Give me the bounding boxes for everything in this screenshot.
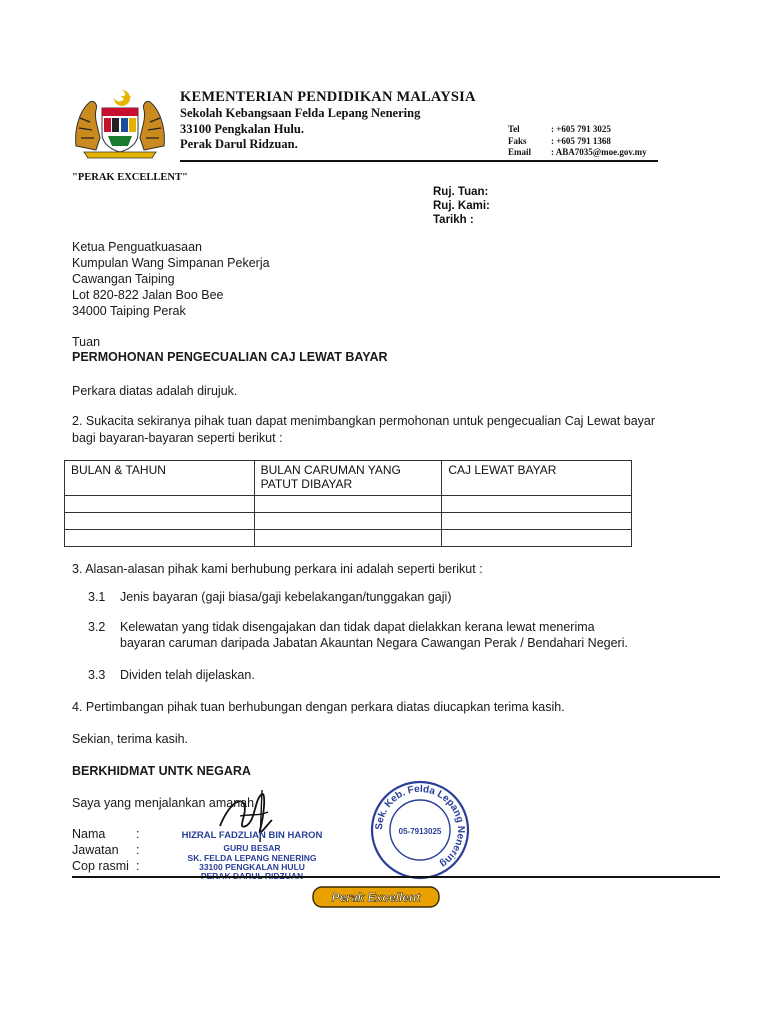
slogan: "PERAK EXCELLENT" bbox=[72, 172, 188, 183]
table-cell bbox=[65, 496, 255, 513]
paragraph-2-line-1: 2. Sukacita sekiranya pihak tuan dapat menimbangkan permohonan untuk pengecualian Caj Lewat bayar bbox=[72, 414, 656, 428]
recipient-line: Cawangan Taiping bbox=[72, 272, 175, 286]
contact-label-tel: Tel bbox=[508, 124, 520, 134]
subject-heading: PERMOHONAN PENGECUALIAN CAJ LEWAT BAYAR bbox=[72, 350, 388, 364]
payment-table bbox=[64, 460, 632, 547]
signatory-name: HIZRAL FADZLIAN BIN HARON bbox=[181, 830, 323, 841]
contact-value-email: : ABA7035@moe.gov.my bbox=[551, 147, 647, 157]
trust-line: Saya yang menjalankan amanah, bbox=[72, 796, 258, 810]
salutation: Tuan bbox=[72, 335, 101, 349]
table-row bbox=[65, 530, 632, 547]
item-3-2-line-2: bayaran caruman daripada Jabatan Akauntan Negara Cawangan Perak / Bendahari Negeri. bbox=[120, 636, 628, 650]
item-3-3-number: 3.3 bbox=[88, 668, 106, 682]
header-bulan-tahun: BULAN & TAHUN bbox=[71, 463, 166, 477]
ref-ruj-tuan: Ruj. Tuan: bbox=[433, 186, 489, 198]
colon: : bbox=[136, 827, 140, 841]
school-stamp-line-2: 33100 PENGKALAN HULU bbox=[199, 862, 305, 872]
contact-label-fax: Faks bbox=[508, 136, 527, 146]
paragraph-2-line-2: bagi bayaran-bayaran seperti berikut : bbox=[72, 431, 283, 445]
colon: : bbox=[136, 859, 140, 873]
stamp-center-number: 05-7913025 bbox=[398, 827, 442, 836]
contact-value-tel: : +605 791 3025 bbox=[551, 124, 611, 134]
item-3-1-number: 3.1 bbox=[88, 590, 106, 604]
item-3-3-text: Dividen telah dijelaskan. bbox=[120, 668, 255, 682]
paragraph-1: Perkara diatas adalah dirujuk. bbox=[72, 384, 238, 398]
ref-ruj-kami: Ruj. Kami: bbox=[433, 200, 490, 212]
signatory-title: GURU BESAR bbox=[223, 843, 281, 853]
coat-of-arms-logo bbox=[70, 88, 170, 160]
ministry-name: KEMENTERIAN PENDIDIKAN MALAYSIA bbox=[180, 89, 476, 105]
contact-value-fax: : +605 791 1368 bbox=[551, 136, 611, 146]
table-row bbox=[65, 496, 632, 513]
closing-line: Sekian, terima kasih. bbox=[72, 732, 189, 746]
table-header-row bbox=[65, 461, 632, 496]
address-line-1: 33100 Pengkalan Hulu. bbox=[180, 122, 304, 136]
table-row bbox=[65, 513, 632, 530]
item-3-2-line-1: Kelewatan yang tidak disengajakan dan tidak dapat dielakkan kerana lewat menerima bbox=[120, 620, 595, 634]
table-header-cell bbox=[442, 461, 632, 496]
header-bulan-caruman-line-2: PATUT DIBAYAR bbox=[260, 477, 353, 491]
paragraph-3: 3. Alasan-alasan pihak kami berhubung perkara ini adalah seperti berikut : bbox=[72, 562, 483, 576]
official-round-stamp bbox=[368, 778, 472, 882]
table-cell bbox=[442, 496, 632, 513]
table-cell bbox=[254, 530, 442, 547]
header-caj-lewat: CAJ LEWAT BAYAR bbox=[448, 463, 557, 477]
ref-tarikh: Tarikh : bbox=[433, 214, 474, 226]
table-cell bbox=[254, 513, 442, 530]
footer-divider bbox=[72, 876, 720, 878]
label-jawatan: Jawatan bbox=[72, 843, 119, 857]
label-nama: Nama bbox=[72, 827, 106, 841]
recipient-line: Ketua Penguatkuasaan bbox=[72, 240, 202, 254]
table-cell bbox=[442, 530, 632, 547]
table-header-cell bbox=[65, 461, 255, 496]
table-header-cell bbox=[254, 461, 442, 496]
item-3-2-number: 3.2 bbox=[88, 620, 106, 634]
label-cop-rasmi: Cop rasmi bbox=[72, 859, 129, 873]
stamp-ring-text: Sek. Keb. Felda Lepang Nenering bbox=[373, 783, 467, 870]
contact-label-email: Email bbox=[508, 147, 532, 157]
motto: BERKHIDMAT UNTK NEGARA bbox=[72, 764, 251, 778]
recipient-line: 34000 Taiping Perak bbox=[72, 304, 186, 318]
table-cell bbox=[65, 530, 255, 547]
perak-excellent-logo bbox=[312, 886, 440, 908]
footer-logo-text: Perak Excellent bbox=[331, 890, 421, 905]
recipient-line: Lot 820-822 Jalan Boo Bee bbox=[72, 288, 224, 302]
header-bulan-caruman: BULAN CARUMAN YANG bbox=[260, 463, 401, 477]
table-cell bbox=[65, 513, 255, 530]
header-divider bbox=[180, 160, 658, 162]
colon: : bbox=[136, 843, 140, 857]
school-stamp-line-1: SK. FELDA LEPANG NENERING bbox=[187, 853, 317, 863]
address-line-2: Perak Darul Ridzuan. bbox=[180, 137, 298, 151]
item-3-1-text: Jenis bayaran (gaji biasa/gaji kebelakangan/tunggakan gaji) bbox=[120, 590, 452, 604]
table-cell bbox=[254, 496, 442, 513]
table-cell bbox=[442, 513, 632, 530]
school-name: Sekolah Kebangsaan Felda Lepang Nenering bbox=[180, 106, 421, 120]
paragraph-4: 4. Pertimbangan pihak tuan berhubungan dengan perkara diatas diucapkan terima kasih. bbox=[72, 700, 565, 714]
recipient-line: Kumpulan Wang Simpanan Pekerja bbox=[72, 256, 270, 270]
